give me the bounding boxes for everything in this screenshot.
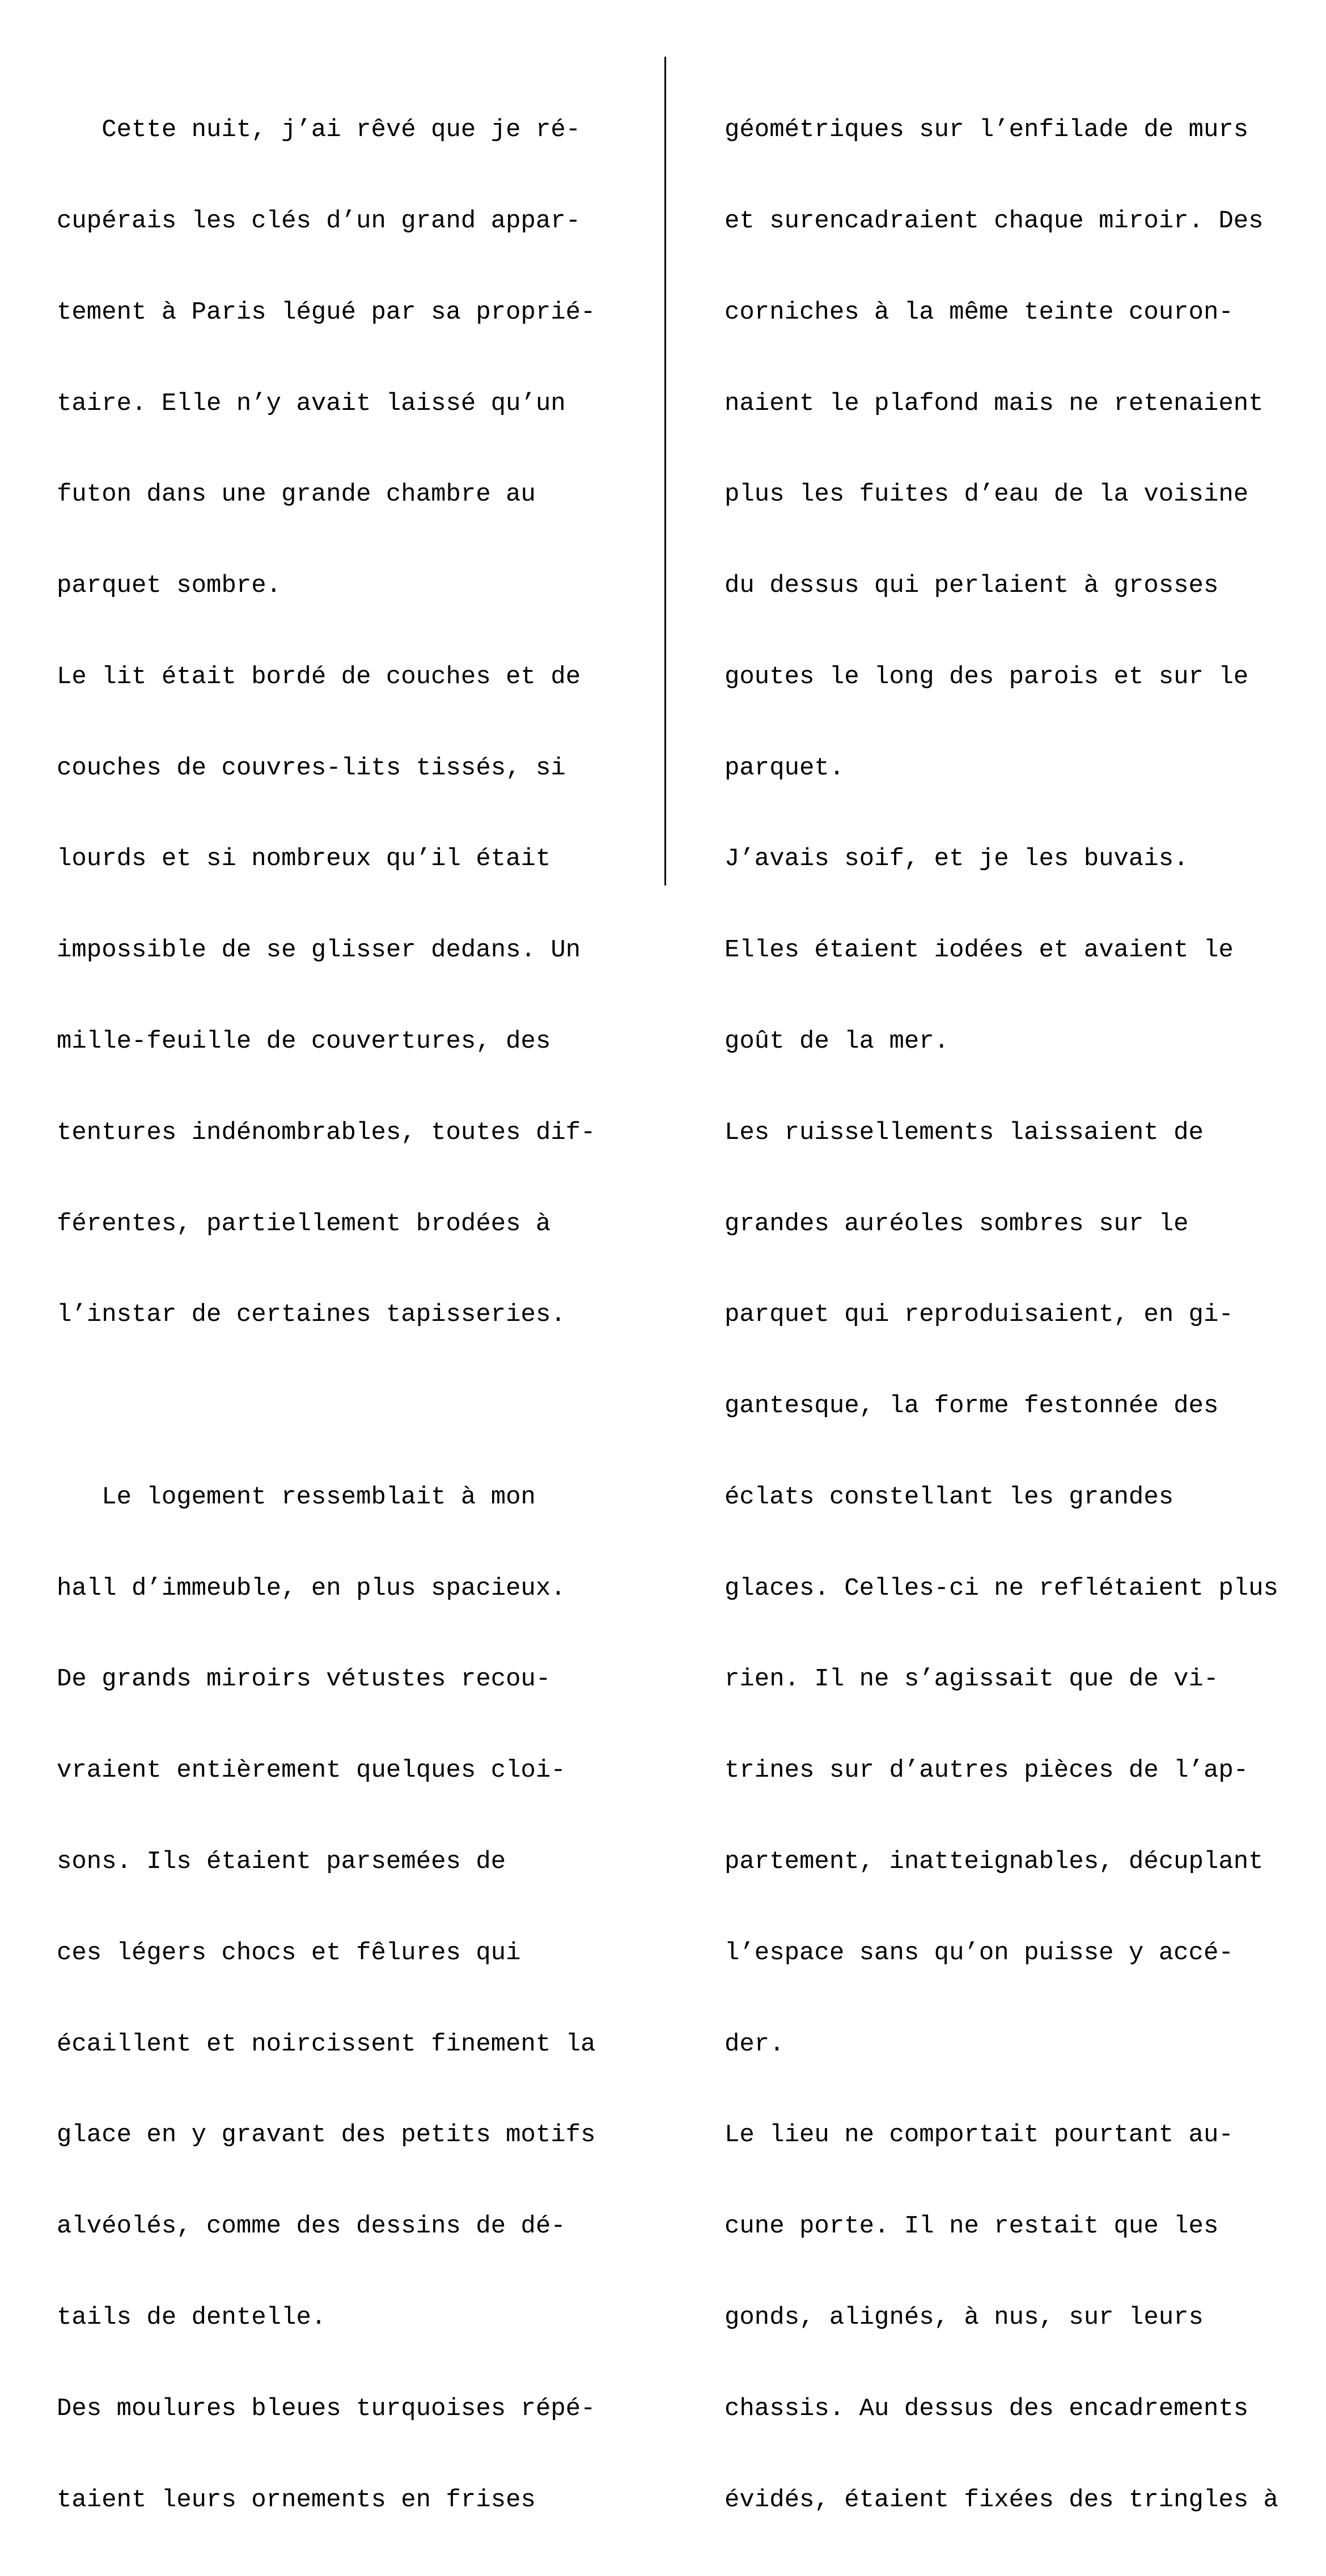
text-line: corniches à la même teinte couron- xyxy=(725,298,1234,327)
text-line: l’espace sans qu’on puisse y accé- xyxy=(725,1938,1234,1967)
text-line: futon dans une grande chambre au xyxy=(57,480,536,509)
blank-line xyxy=(57,1391,624,1422)
text-line: tentures indénombrables, toutes dif- xyxy=(57,1118,596,1147)
text-line: parquet sombre. xyxy=(57,571,282,600)
text-line: Le logement ressemblait à mon xyxy=(57,1482,536,1511)
text-line: impossible de se glisser dedans. Un xyxy=(57,936,581,965)
text-line: alvéolés, comme des dessins de dé- xyxy=(57,2212,566,2241)
text-line: taire. Elle n’y avait laissé qu’un xyxy=(57,389,566,418)
text-line: chassis. Au dessus des encadrements xyxy=(725,2394,1249,2423)
text-line: mille-feuille de couvertures, des xyxy=(57,1027,551,1056)
text-line: sons. Ils étaient parsemées de xyxy=(57,1848,506,1876)
text-line: parquet. xyxy=(725,753,845,782)
text-line: trines sur d’autres pièces de l’ap- xyxy=(725,1756,1249,1785)
text-line: lourds et si nombreux qu’il était xyxy=(57,845,551,874)
text-line: glace en y gravant des petits motifs xyxy=(57,2121,596,2150)
text-line: férentes, partiellement brodées à xyxy=(57,1209,551,1238)
text-line: der. xyxy=(725,2030,785,2058)
text-line: ces légers chocs et fêlures qui xyxy=(57,1938,521,1967)
text-line: cune porte. Il ne restait que les xyxy=(725,2212,1219,2241)
text-line: tement à Paris légué par sa proprié- xyxy=(57,298,596,327)
text-line: glaces. Celles-ci ne reflétaient plus xyxy=(725,1574,1278,1603)
text-line: goutes le long des parois et sur le xyxy=(725,662,1249,691)
text-line: De grands miroirs vétustes recou- xyxy=(57,1665,551,1694)
text-line: Elles étaient iodées et avaient le xyxy=(725,936,1234,965)
text-line: cupérais les clés d’un grand appar- xyxy=(57,206,581,235)
text-line: plus les fuites d’eau de la voisine xyxy=(725,480,1249,509)
text-line: l’instar de certaines tapisseries. xyxy=(57,1300,566,1329)
column-divider xyxy=(664,57,666,886)
text-line: Des moulures bleues turquoises répé- xyxy=(57,2394,596,2423)
text-line: grandes auréoles sombres sur le xyxy=(725,1209,1189,1238)
text-line: parquet qui reproduisaient, en gi- xyxy=(725,1300,1234,1329)
text-line: rien. Il ne s’agissait que de vi- xyxy=(725,1665,1219,1694)
text-line: géométriques sur l’enfilade de murs xyxy=(725,116,1249,145)
text-line: et surencadraient chaque miroir. Des xyxy=(725,206,1264,235)
left-column xyxy=(57,54,624,2576)
text-line: Cette nuit, j’ai rêvé que je ré- xyxy=(57,116,581,145)
text-line: gonds, alignés, à nus, sur leurs xyxy=(725,2303,1204,2332)
text-line: Le lieu ne comportait pourtant au- xyxy=(725,2121,1234,2150)
text-line: couches de couvres-lits tissés, si xyxy=(57,753,566,782)
text-line: partement, inatteignables, décuplant xyxy=(725,1848,1264,1876)
text-line: J’avais soif, et je les buvais. xyxy=(725,845,1189,874)
text-line: naient le plafond mais ne retenaient xyxy=(725,389,1264,418)
text-line: vraient entièrement quelques cloi- xyxy=(57,1756,566,1785)
text-line: Les ruissellements laissaient de xyxy=(725,1118,1204,1147)
text-line: hall d’immeuble, en plus spacieux. xyxy=(57,1574,566,1603)
text-line: écaillent et noircissent finement la xyxy=(57,2030,596,2058)
text-line: gantesque, la forme festonnée des xyxy=(725,1392,1219,1421)
text-line: tails de dentelle. xyxy=(57,2303,327,2332)
text-line: Le lit était bordé de couches et de xyxy=(57,662,581,691)
text-line: du dessus qui perlaient à grosses xyxy=(725,571,1219,600)
text-line: évidés, étaient fixées des tringles à xyxy=(725,2485,1278,2514)
text-line: éclats constellant les grandes xyxy=(725,1482,1174,1511)
text-line: taient leurs ornements en frises xyxy=(57,2485,536,2514)
text-line: goût de la mer. xyxy=(725,1027,950,1056)
right-column xyxy=(725,54,1291,2576)
